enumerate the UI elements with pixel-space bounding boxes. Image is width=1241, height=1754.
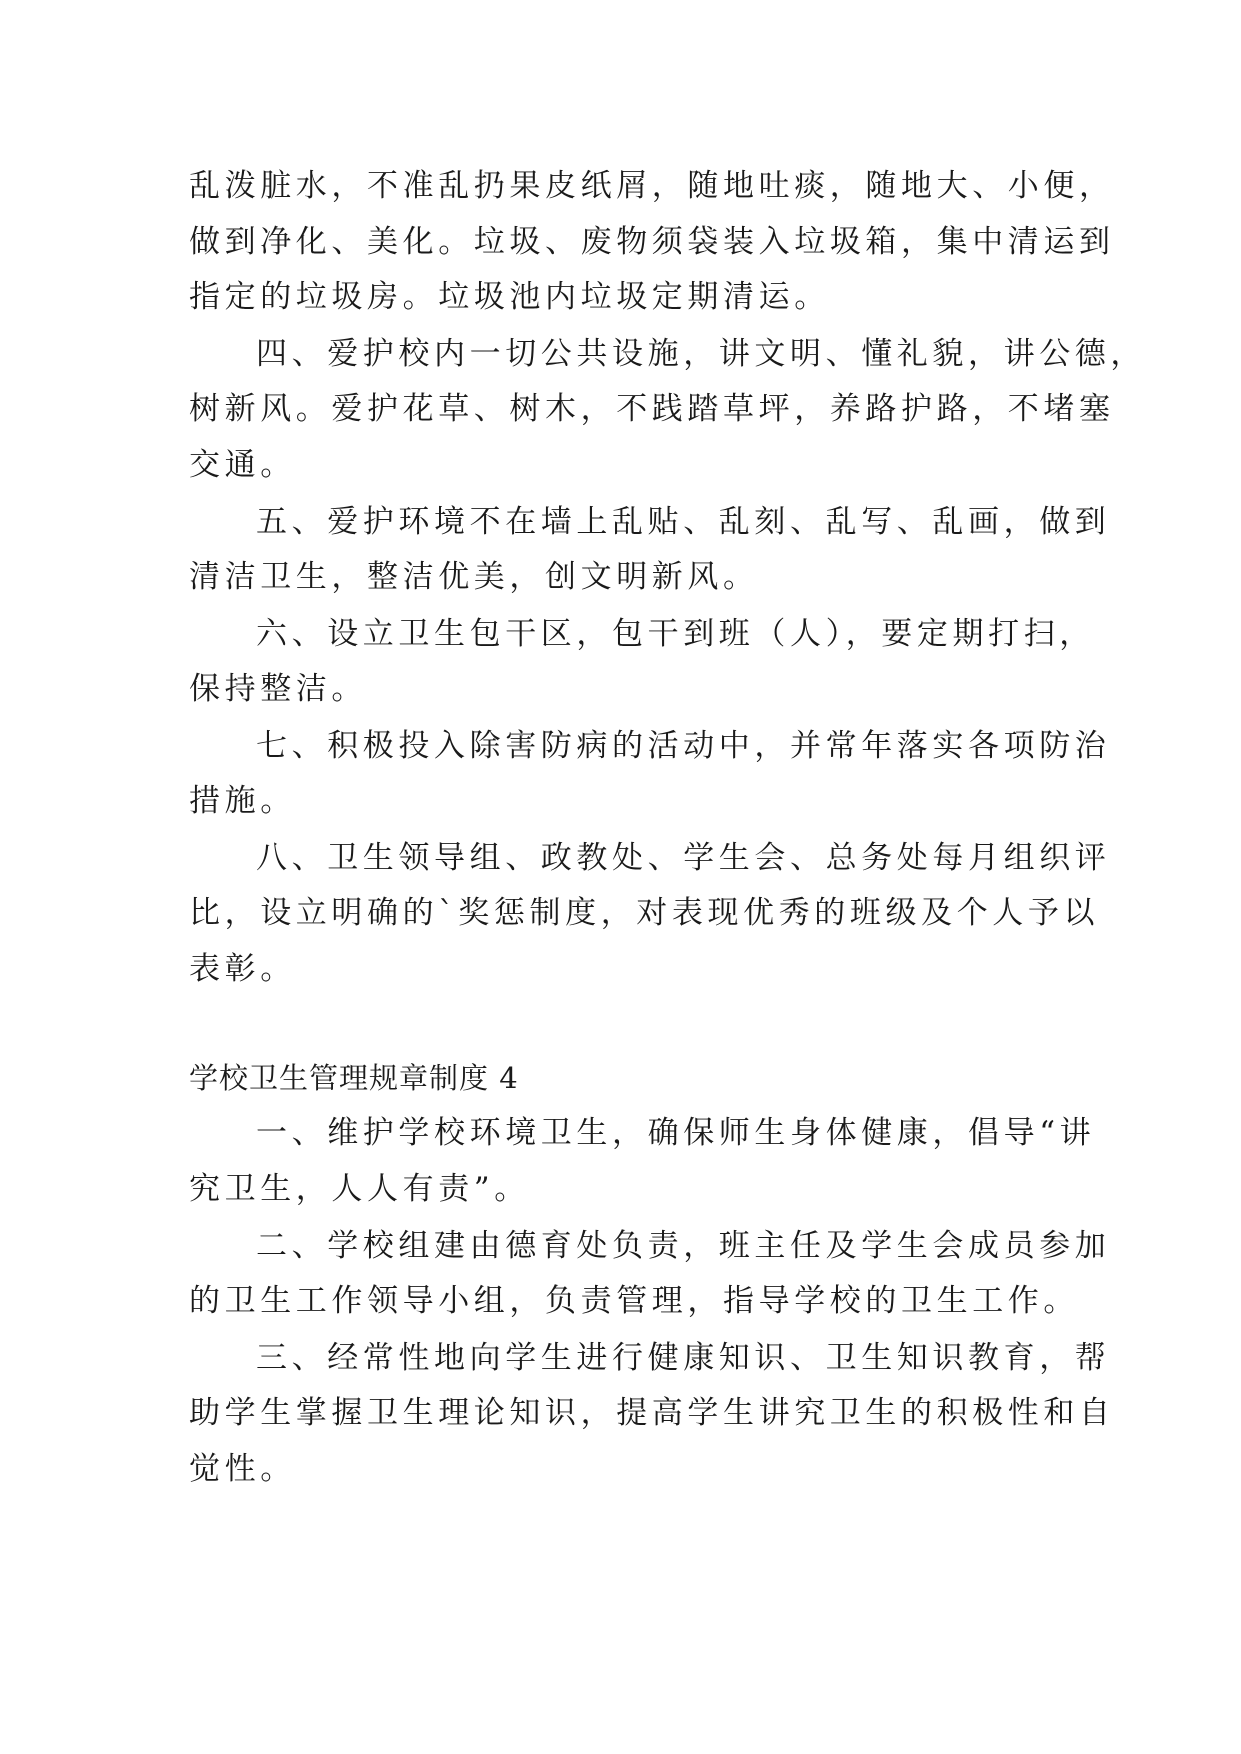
paragraph-line: 保持整洁。 (189, 671, 367, 707)
paragraph-line: 清洁卫生，整洁优美，创文明新风。 (189, 559, 759, 595)
paragraph-line: 五、爱护环境不在墙上乱贴、乱刻、乱写、乱画，做到 (256, 504, 1111, 540)
paragraph-line: 做到净化、美化。垃圾、废物须袋装入垃圾箱，集中清运到 (189, 224, 1115, 260)
paragraph-line: 表彰。 (189, 951, 296, 987)
paragraph-line: 比，设立明确的`奖惩制度，对表现优秀的班级及个人予以 (189, 895, 1100, 931)
paragraph-line: 二、学校组建由德育处负责，班主任及学生会成员参加 (256, 1228, 1111, 1264)
paragraph-line: 四、爱护校内一切公共设施，讲文明、懂礼貌，讲公德， (256, 336, 1146, 372)
paragraph-line: 一、维护学校环境卫生，确保师生身体健康，倡导“讲 (256, 1115, 1096, 1151)
paragraph-line: 三、经常性地向学生进行健康知识、卫生知识教育，帮 (256, 1340, 1111, 1376)
paragraph-line: 措施。 (189, 783, 296, 819)
section-title: 学校卫生管理规章制度 4 (189, 1061, 519, 1095)
paragraph-line: 指定的垃圾房。垃圾池内垃圾定期清运。 (189, 279, 830, 315)
paragraph-line: 交通。 (189, 447, 296, 483)
paragraph-line: 树新风。爱护花草、树木，不践踏草坪，养路护路，不堵塞 (189, 391, 1115, 427)
paragraph-line: 究卫生，人人有责”。 (189, 1171, 530, 1207)
paragraph-line: 乱泼脏水，不准乱扔果皮纸屑，随地吐痰，随地大、小便， (189, 168, 1115, 204)
paragraph-line: 八、卫生领导组、政教处、学生会、总务处每月组织评 (256, 840, 1111, 876)
paragraph-line: 六、设立卫生包干区，包干到班（人），要定期打扫， (256, 616, 1095, 652)
paragraph-line: 七、积极投入除害防病的活动中，并常年落实各项防治 (256, 728, 1111, 764)
paragraph-line: 助学生掌握卫生理论知识，提高学生讲究卫生的积极性和自 (189, 1395, 1115, 1431)
paragraph-line: 的卫生工作领导小组，负责管理，指导学校的卫生工作。 (189, 1283, 1079, 1319)
paragraph-line: 觉性。 (189, 1451, 296, 1487)
